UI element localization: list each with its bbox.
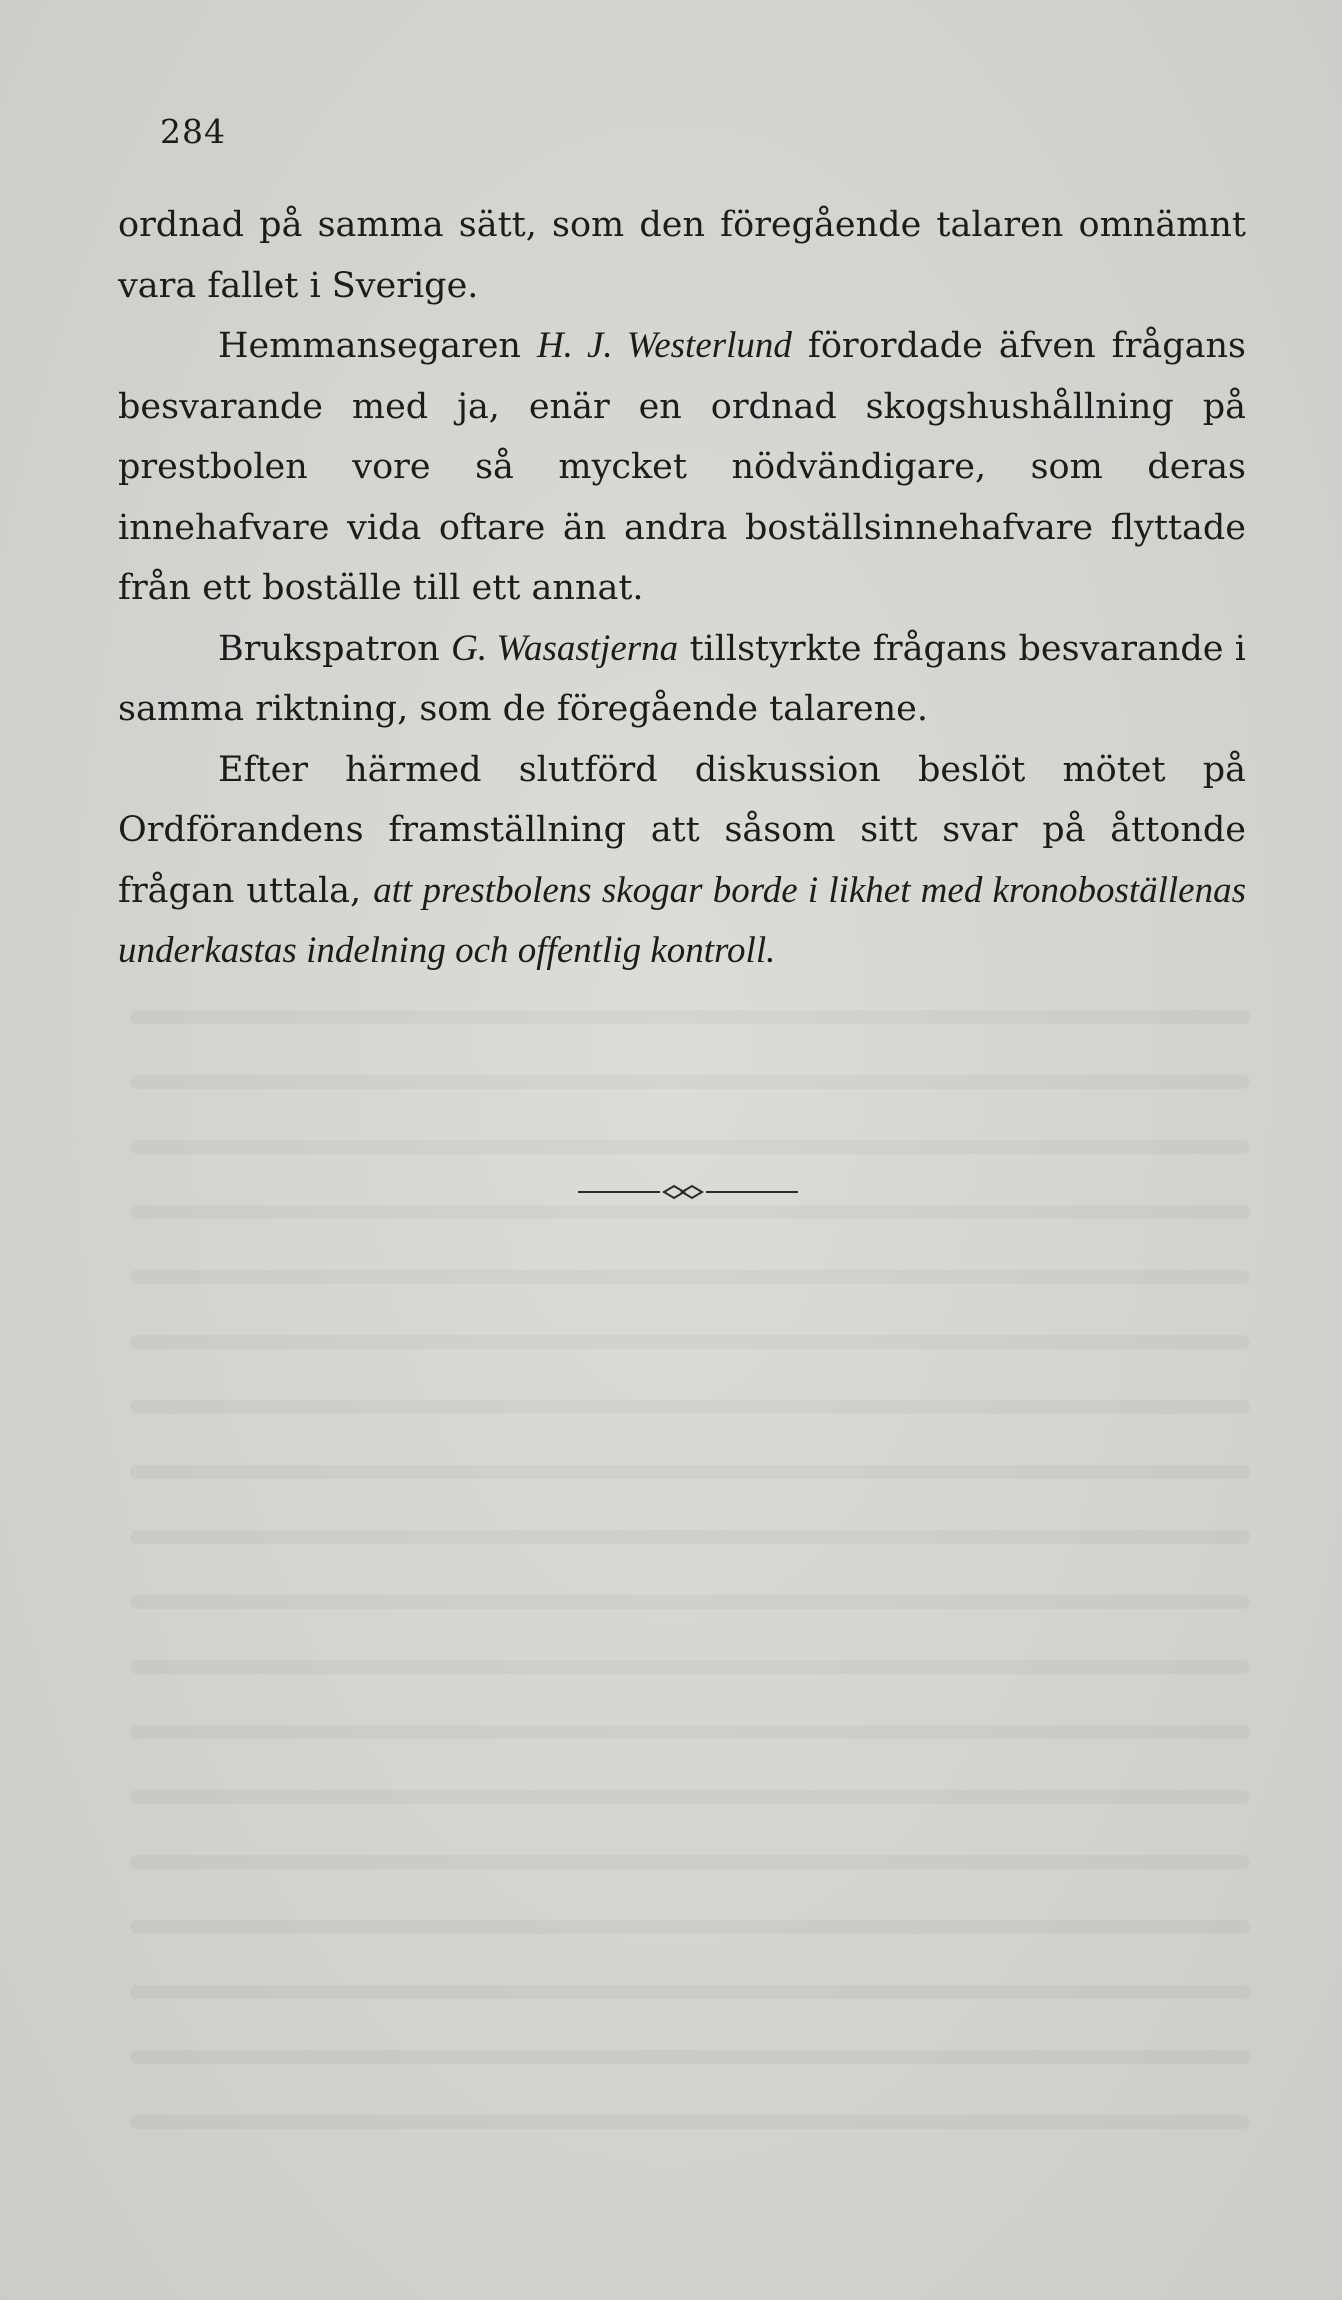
text-run: Brukspatron [218, 628, 452, 669]
section-end-ornament [578, 1182, 798, 1202]
text-run: tillstyrkte frågans besvarande i samma riktning, som de föregående talarene. [118, 628, 1246, 729]
text-run: Efter härmed slutförd diskussion beslöt mötet på Ordförandens framställning att såsom sitt svar på åttonde frågan uttala, [118, 749, 1246, 911]
italic-run: G. Wasastjerna [451, 627, 679, 669]
show-through-line [130, 1855, 1250, 1869]
paragraph [118, 195, 1246, 316]
show-through-line [130, 1790, 1250, 1804]
paragraph [118, 619, 1246, 740]
show-through-line [130, 1530, 1250, 1544]
italic-run: att prestbolens skogar borde i likhet med kronoboställenas underkastas indelning och offentlig kontroll. [118, 869, 1247, 971]
show-through-line [130, 1075, 1250, 1089]
text-run: ordnad på samma sätt, som den föregående talaren omnämnt vara fallet i Sverige. [118, 205, 1246, 306]
show-through-line [130, 1920, 1250, 1934]
page-number: 284 [160, 112, 226, 151]
show-through-line [130, 1725, 1250, 1739]
body-text [118, 195, 1246, 982]
show-through-line [130, 1400, 1250, 1414]
show-through-line [130, 2115, 1250, 2129]
show-through-line [130, 1595, 1250, 1609]
show-through-line [130, 1010, 1250, 1024]
show-through-line [130, 1335, 1250, 1349]
italic-run: H. J. Westerlund [536, 325, 792, 366]
text-run: förordade äfven frågans besvarande med ja, enär en ordnad skogshushållning på prestbolen vore så mycket nödvändigare, som deras innehafvare vida oftare än andra boställsinnehafvare flyttade från ett boställe till ett annat. [118, 326, 1246, 608]
show-through-line [130, 1140, 1250, 1154]
text-run: Hemmansegaren [218, 326, 537, 366]
show-through-line [130, 2050, 1250, 2064]
show-through-line [130, 1270, 1250, 1284]
show-through-line [130, 1205, 1250, 1219]
show-through-line [130, 1660, 1250, 1674]
show-through-line [130, 1985, 1250, 1999]
show-through-line [130, 1465, 1250, 1479]
paragraph [118, 316, 1246, 619]
paragraph [118, 740, 1246, 982]
